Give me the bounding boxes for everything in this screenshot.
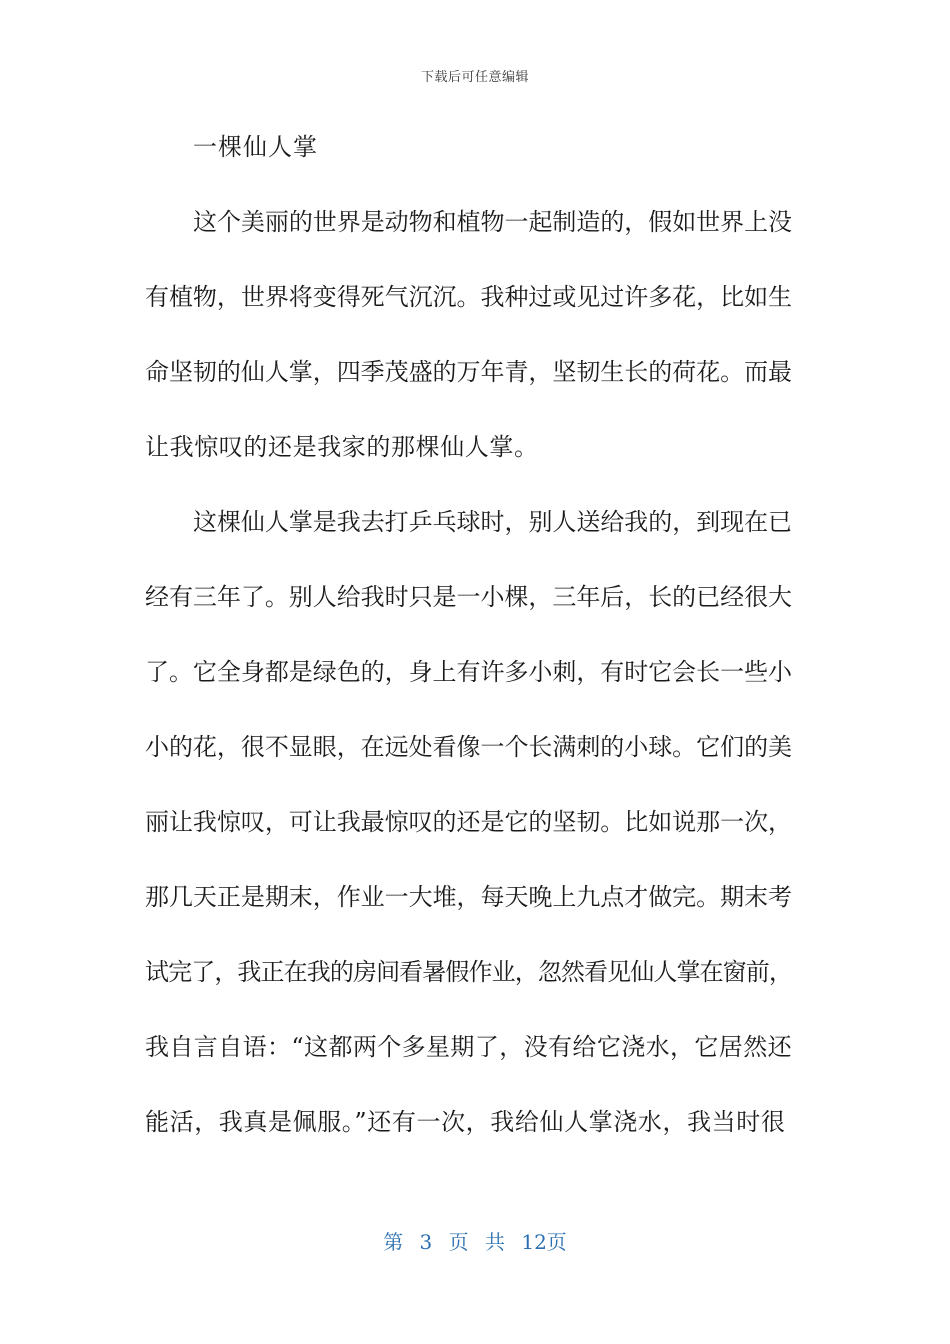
body-line: 我自言自语：“这都两个多星期了，没有给它浇水，它居然还 xyxy=(145,1033,792,1061)
page-number-footer: 第 3 页 共 12页 xyxy=(383,1230,567,1254)
document-title: 一棵仙人掌 xyxy=(193,133,318,161)
body-line: 小的花，很不显眼，在远处看像一个长满刺的小球。它们的美 xyxy=(145,733,792,761)
body-line: 这棵仙人掌是我去打乒乓球时，别人送给我的，到现在已 xyxy=(193,508,792,536)
body-line: 命坚韧的仙人掌，四季茂盛的万年青，坚韧生长的荷花。而最 xyxy=(145,358,792,386)
body-line: 试完了，我正在我的房间看暑假作业，忽然看见仙人掌在窗前， xyxy=(145,958,792,986)
header-note: 下载后可任意编辑 xyxy=(420,70,529,85)
body-line: 这个美丽的世界是动物和植物一起制造的，假如世界上没 xyxy=(193,208,792,236)
body-line: 经有三年了。别人给我时只是一小棵，三年后，长的已经很大 xyxy=(145,583,792,611)
body-line: 那几天正是期末，作业一大堆，每天晚上九点才做完。期末考 xyxy=(145,883,792,911)
body-line: 让我惊叹的还是我家的那棵仙人掌。 xyxy=(145,433,539,461)
body-line: 丽让我惊叹，可让我最惊叹的还是它的坚韧。比如说那一次， xyxy=(145,808,792,836)
body-line: 能活，我真是佩服。”还有一次，我给仙人掌浇水，我当时很 xyxy=(145,1108,786,1136)
body-line: 有植物，世界将变得死气沉沉。我种过或见过许多花，比如生 xyxy=(145,283,792,311)
body-line: 了。它全身都是绿色的，身上有许多小刺，有时它会长一些小 xyxy=(145,658,792,686)
